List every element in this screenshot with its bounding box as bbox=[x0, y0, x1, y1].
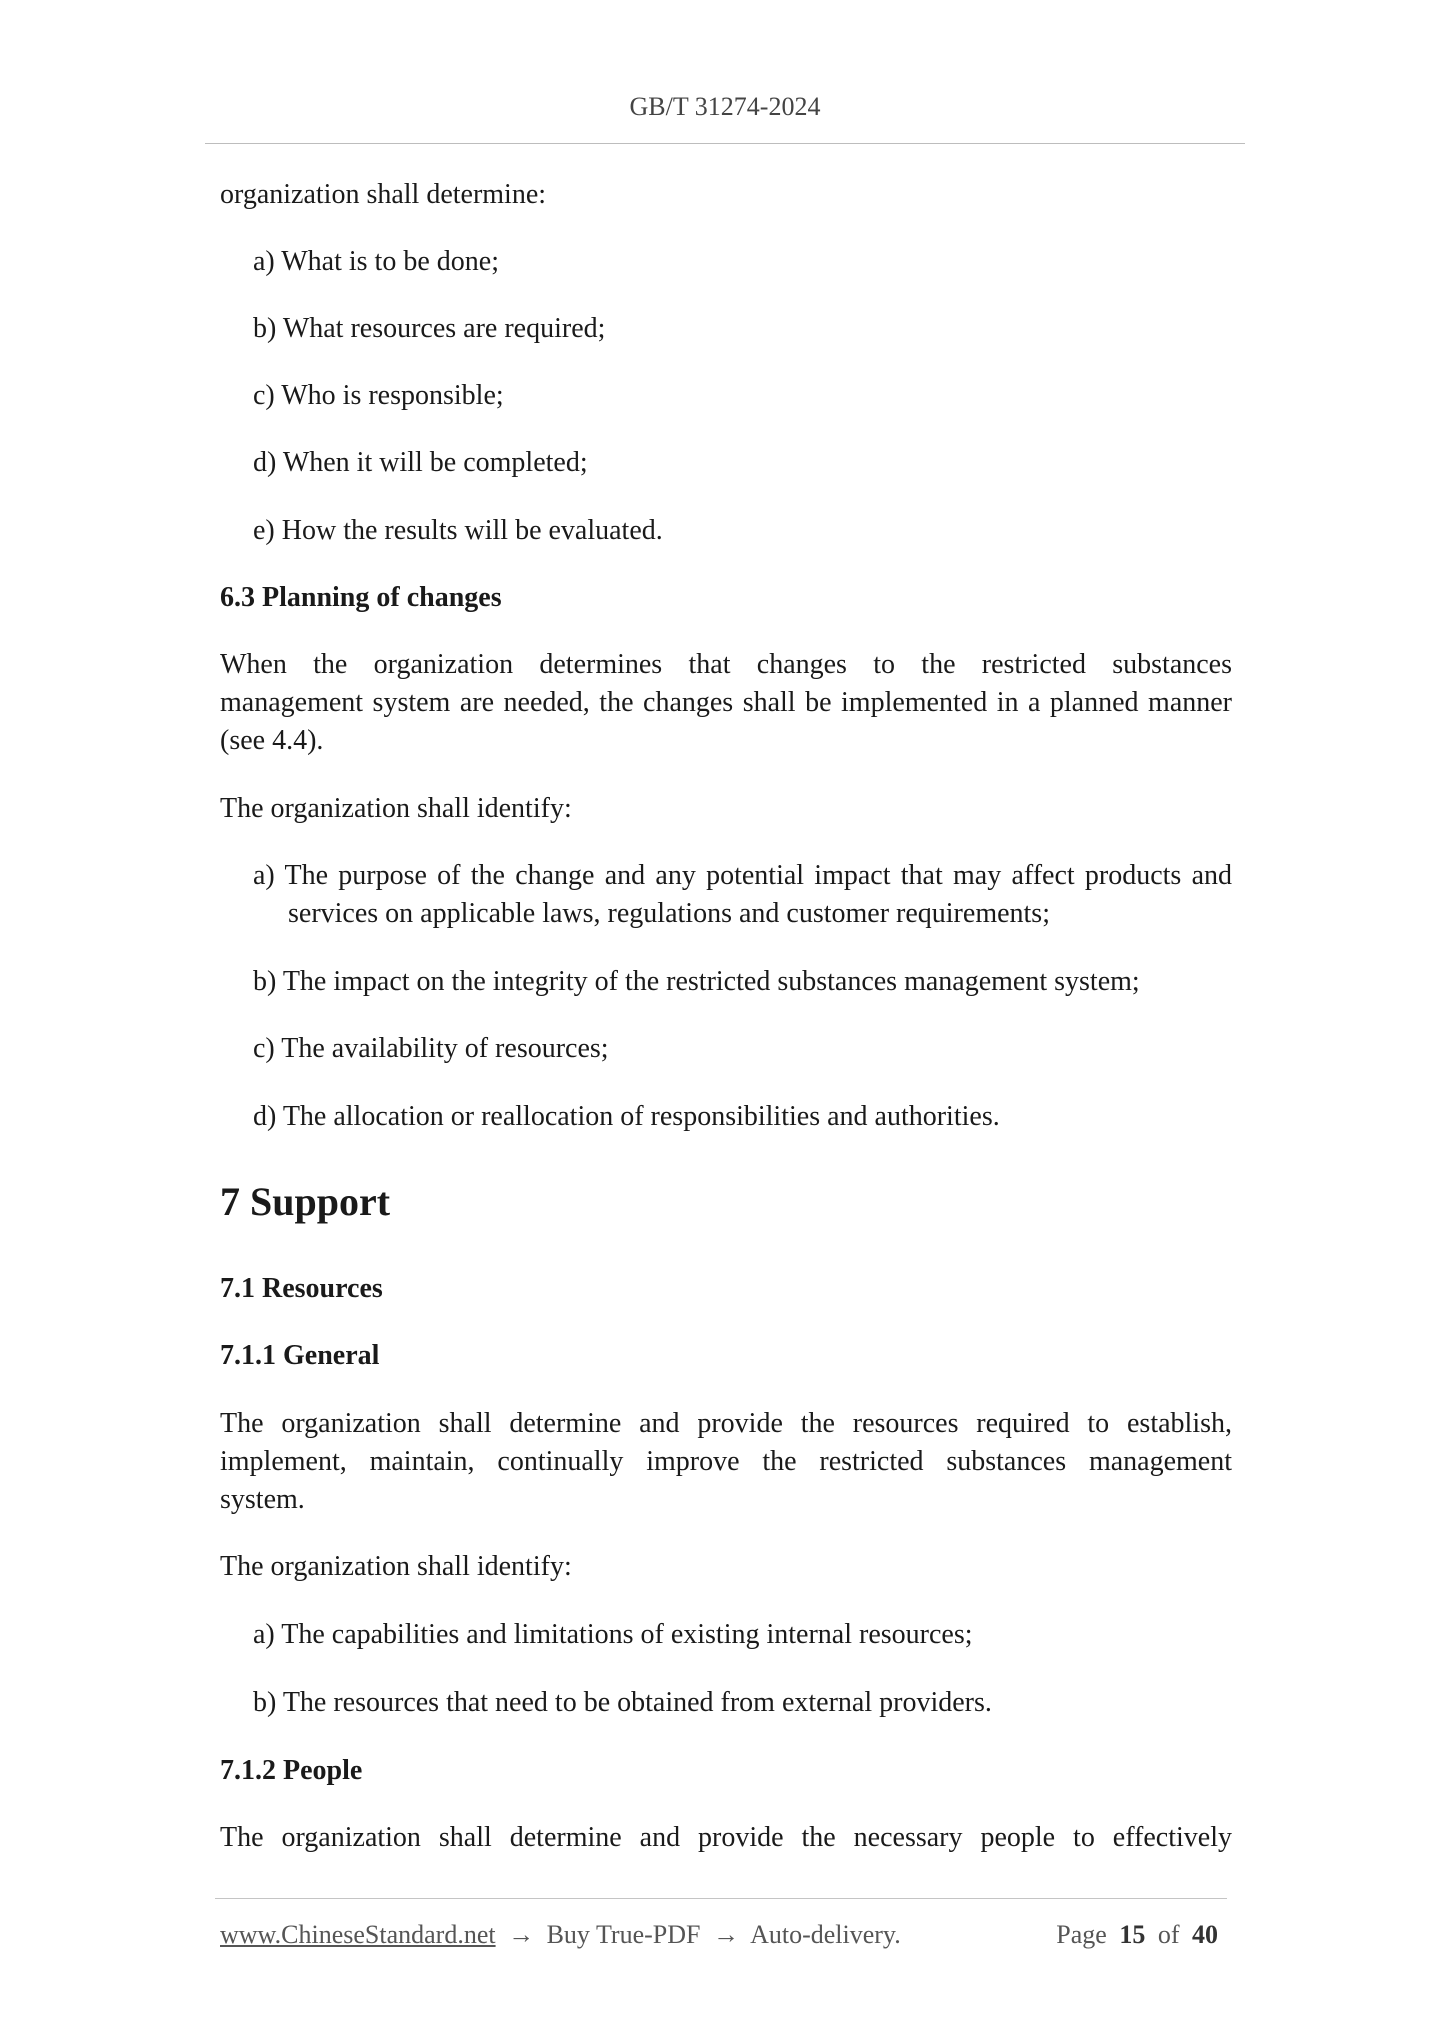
page-of-label: of bbox=[1157, 1920, 1180, 1949]
document-header-id: GB/T 31274-2024 bbox=[629, 92, 821, 121]
footer-divider bbox=[215, 1898, 1227, 1899]
list-item: d) The allocation or reallocation of responsibilities and authorities. bbox=[253, 1101, 1000, 1132]
arrow-right-icon: → bbox=[508, 1920, 535, 1949]
chapter-heading-7: 7 Support bbox=[220, 1179, 391, 1224]
website-link[interactable]: www.ChineseStandard.net bbox=[220, 1920, 496, 1949]
paragraph-line: system. bbox=[220, 1484, 305, 1515]
list-item: a) The purpose of the change and any potential impact that may affect products and bbox=[253, 860, 1232, 891]
identify-text: The organization shall identify: bbox=[220, 1551, 572, 1582]
list-item: b) The resources that need to be obtained from external providers. bbox=[253, 1687, 992, 1718]
list-item: c) Who is responsible; bbox=[253, 380, 504, 411]
identify-text: The organization shall identify: bbox=[220, 793, 572, 824]
paragraph-line: (see 4.4). bbox=[220, 725, 324, 756]
section-heading-7-1: 7.1 Resources bbox=[220, 1273, 383, 1304]
list-item: b) What resources are required; bbox=[253, 313, 606, 344]
paragraph-line: The organization shall determine and provide the resources required to establish, bbox=[220, 1408, 1232, 1439]
list-item: e) How the results will be evaluated. bbox=[253, 515, 663, 546]
list-item: d) When it will be completed; bbox=[253, 447, 588, 478]
intro-text: organization shall determine: bbox=[220, 179, 547, 210]
paragraph-line: The organization shall determine and provide the necessary people to effectively bbox=[220, 1822, 1232, 1853]
paragraph-line: implement, maintain, continually improve the restricted substances management bbox=[220, 1446, 1232, 1477]
page-indicator bbox=[1056, 1918, 1224, 1952]
section-heading-7-1-2: 7.1.2 People bbox=[220, 1755, 363, 1786]
list-item: c) The availability of resources; bbox=[253, 1033, 609, 1064]
header-divider bbox=[205, 143, 1245, 144]
buy-true-pdf-text: Buy True-PDF bbox=[546, 1920, 701, 1949]
page-footer bbox=[220, 1918, 1232, 1952]
auto-delivery-text: Auto-delivery. bbox=[750, 1920, 901, 1949]
section-heading-6-3: 6.3 Planning of changes bbox=[220, 582, 502, 613]
paragraph-line: management system are needed, the changes shall be implemented in a planned manner bbox=[220, 687, 1232, 718]
list-item: a) What is to be done; bbox=[253, 246, 499, 277]
page-current: 15 bbox=[1119, 1920, 1146, 1949]
list-item: b) The impact on the integrity of the restricted substances management system; bbox=[253, 966, 1140, 997]
list-item: a) The capabilities and limitations of existing internal resources; bbox=[253, 1619, 973, 1650]
section-heading-7-1-1: 7.1.1 General bbox=[220, 1340, 380, 1371]
list-item-continuation: services on applicable laws, regulations and customer requirements; bbox=[288, 898, 1050, 929]
page-total: 40 bbox=[1192, 1920, 1218, 1949]
arrow-right-icon: → bbox=[713, 1920, 739, 1949]
paragraph-line: When the organization determines that changes to the restricted substances bbox=[220, 649, 1232, 680]
page-label: Page bbox=[1056, 1920, 1107, 1949]
